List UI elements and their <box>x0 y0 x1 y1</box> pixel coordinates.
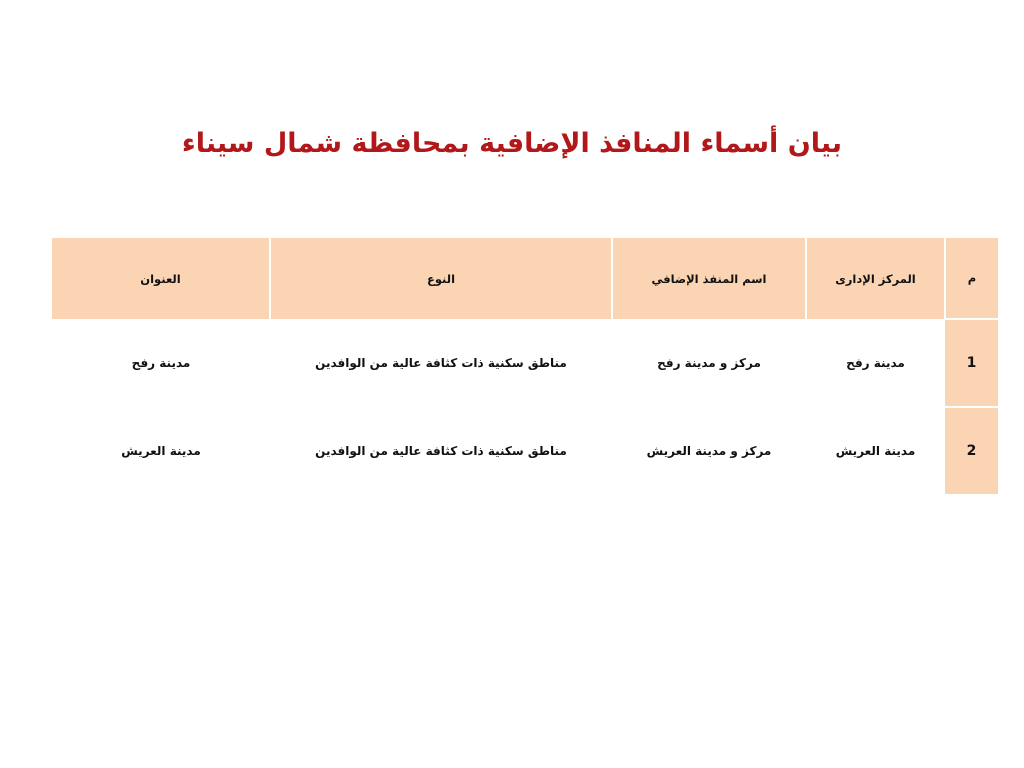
type-cell: مناطق سكنية ذات كثافة عالية من الوافدين <box>270 407 612 494</box>
outlet-name-cell: مركز و مدينة العريش <box>612 407 806 494</box>
address-cell: مدينة العريش <box>52 407 270 494</box>
table-body <box>52 319 998 494</box>
header-address: العنوان <box>52 238 270 319</box>
header-outlet-name: اسم المنفذ الإضافي <box>612 238 806 319</box>
table-header <box>52 238 998 319</box>
header-index: م <box>945 238 998 319</box>
table-row <box>52 319 998 407</box>
header-admin-center: المركز الإدارى <box>806 238 945 319</box>
outlets-table <box>52 238 998 494</box>
address-cell: مدينة رفح <box>52 319 270 407</box>
row-index: 2 <box>945 407 998 494</box>
admin-center-cell: مدينة العريش <box>806 407 945 494</box>
header-row <box>52 238 998 319</box>
table-row <box>52 407 998 494</box>
header-type: النوع <box>270 238 612 319</box>
type-cell: مناطق سكنية ذات كثافة عالية من الوافدين <box>270 319 612 407</box>
admin-center-cell: مدينة رفح <box>806 319 945 407</box>
page-title: بيان أسماء المنافذ الإضافية بمحافظة شمال سيناء <box>181 128 843 159</box>
row-index: 1 <box>945 319 998 407</box>
outlet-name-cell: مركز و مدينة رفح <box>612 319 806 407</box>
